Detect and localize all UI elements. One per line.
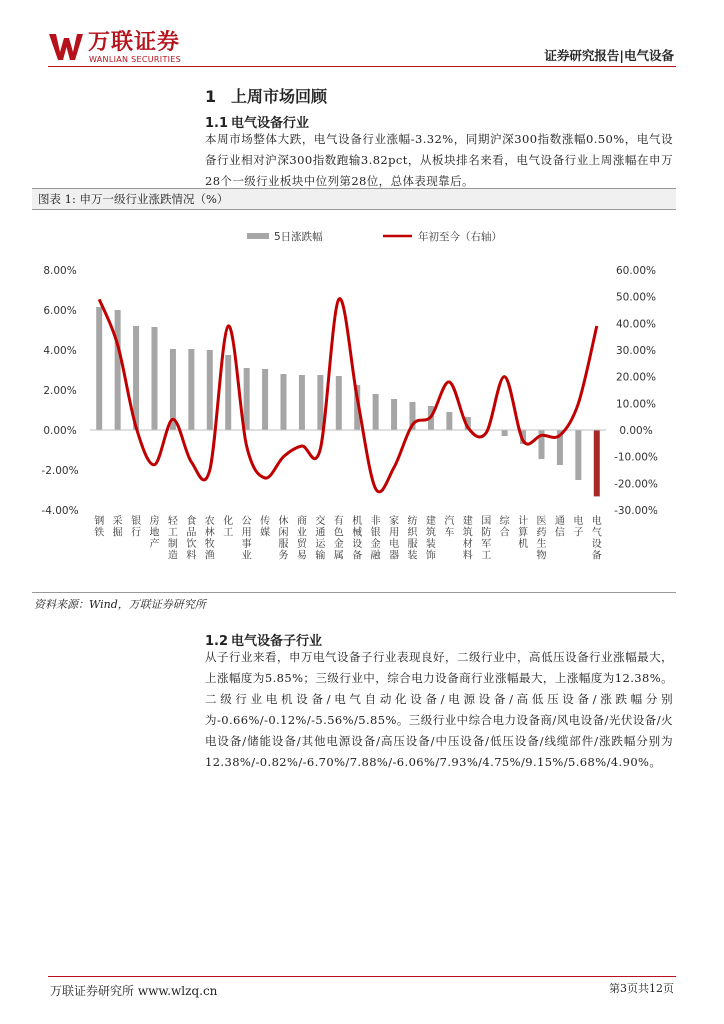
figure-source: 资料来源：Wind，万联证券研究所 xyxy=(34,598,206,611)
paragraph-market-review: 本周市场整体大跌，电气设备行业涨幅-3.32%，同期沪深300指数涨幅0.50%，电气设备行业相对沪深300指数跑输3.82pct，从板块排名来看，电气设备行业上周涨幅在申万28个一级行业板块中位列第28位，总体表现靠后。 xyxy=(205,132,673,188)
left-axis-tick-label: 0.00% xyxy=(43,425,77,437)
category-label: 电子 xyxy=(573,516,584,539)
category-label: 食品饮料 xyxy=(186,516,197,562)
brand-logo xyxy=(48,30,198,64)
figure-caption-bar xyxy=(32,188,676,210)
category-label: 采掘 xyxy=(112,516,123,539)
subsection-title: 电气设备子行业 xyxy=(231,634,323,649)
left-axis-tick-label: 2.00% xyxy=(43,385,77,397)
bar-家用电器 xyxy=(391,399,397,430)
category-label: 计算机 xyxy=(518,516,529,550)
right-axis-tick-label: -10.00% xyxy=(614,451,658,464)
legend-bar-label: 5日涨跌幅 xyxy=(274,231,323,243)
wanlian-logo-icon xyxy=(48,32,84,62)
category-label: 化工 xyxy=(223,516,234,539)
category-label: 交通运输 xyxy=(315,516,326,562)
right-axis-tick-label: -20.00% xyxy=(614,478,658,491)
bar-综合 xyxy=(502,430,508,436)
category-label: 银行 xyxy=(131,516,142,539)
right-axis-tick-label: 20.00% xyxy=(615,371,657,384)
source-divider xyxy=(32,592,676,593)
right-axis-tick-label: 60.00% xyxy=(615,265,657,277)
right-axis-tick-label: 40.00% xyxy=(615,318,657,331)
bar-商业贸易 xyxy=(299,375,305,430)
category-label: 建筑材料 xyxy=(462,516,473,562)
right-axis-tick-label: 50.00% xyxy=(615,291,657,304)
header-divider xyxy=(48,66,676,67)
paragraph-sub-industry: 从子行业来看，申万电气设备子行业表现良好，二级行业中，高低压设备行业涨幅最大，上涨幅度为5.85%；三级行业中，综合电力设备商行业涨幅最大，上涨幅度为12.38%。二级行业电机设备/电气自动化设备/电源设备/高低压设备/涨跌幅分别为-0.66%/-0.12%/-5.56%/5.85%。三级行业中综合电力设备商/风电设备/光伏设备/火电设备/储能设备/其他电源设备/高压设备/中压设备/低压设备/线缆部件/涨跌幅分别为12.38%/-0.82%/-6.70%/7.88%/-6.06%/7.93%/4.75%/9.15%/5.68%/4.90%。 xyxy=(205,650,673,769)
bar-电子 xyxy=(575,430,581,480)
section-number: 1 xyxy=(205,87,217,106)
category-label: 有色金属 xyxy=(333,516,344,562)
footer-divider xyxy=(48,976,676,977)
category-label: 家用电器 xyxy=(389,516,400,562)
category-labels xyxy=(94,514,602,562)
right-axis-tick-label: 30.00% xyxy=(615,345,657,357)
category-label: 通信 xyxy=(554,516,565,539)
category-label: 公用事业 xyxy=(241,516,252,562)
bar-休闲服务 xyxy=(281,374,287,430)
bar-非银金融 xyxy=(373,394,379,430)
category-label: 钢铁 xyxy=(94,516,105,539)
bar-汽车 xyxy=(446,412,452,430)
right-axis xyxy=(614,265,658,517)
footer-website: 万联证券研究所 www.wlzq.cn xyxy=(50,984,218,998)
category-label: 国防军工 xyxy=(481,516,492,562)
category-label: 纺织服装 xyxy=(407,516,418,562)
bar-房地产 xyxy=(152,327,158,430)
bar-农林牧渔 xyxy=(207,350,213,430)
subsection-number: 1.1 xyxy=(205,116,229,131)
brand-name: 万联证券 xyxy=(88,30,181,55)
legend-line-label: 年初至今（右轴） xyxy=(418,231,502,243)
bar-食品饮料 xyxy=(188,349,194,430)
left-axis-tick-label: -2.00% xyxy=(41,465,79,477)
bar-有色金属 xyxy=(336,376,342,430)
category-label: 轻工制造 xyxy=(167,516,178,562)
category-label: 建筑装饰 xyxy=(425,516,436,562)
left-axis xyxy=(41,265,78,517)
industry-performance-chart xyxy=(32,212,676,590)
category-label: 汽车 xyxy=(444,516,455,539)
section-title: 上周市场回顾 xyxy=(231,87,328,106)
bar-钢铁 xyxy=(96,307,102,430)
category-label: 商业贸易 xyxy=(296,516,307,562)
brand-sub: WANLIAN SECURITIES xyxy=(89,55,182,64)
bar-电气设备 xyxy=(594,430,600,496)
category-label: 电气设备 xyxy=(591,516,602,562)
category-label: 传媒 xyxy=(260,516,271,539)
category-label: 医药生物 xyxy=(536,516,547,562)
right-axis-tick-label: 0.00% xyxy=(619,425,653,437)
category-label: 综合 xyxy=(499,516,510,539)
page-number: 第3页共12页 xyxy=(609,982,674,995)
report-type: 证券研究报告|电气设备 xyxy=(544,48,674,63)
left-axis-tick-label: -4.00% xyxy=(41,505,79,517)
subsection-number: 1.2 xyxy=(205,634,229,649)
category-label: 房地产 xyxy=(149,516,160,550)
figure-caption: 图表 1: 申万一级行业涨跌情况（%） xyxy=(38,192,229,206)
category-label: 机械设备 xyxy=(352,516,363,562)
right-axis-tick-label: 10.00% xyxy=(615,398,657,411)
category-label: 非银金融 xyxy=(370,516,381,562)
left-axis-tick-label: 8.00% xyxy=(43,265,77,277)
chart-legend xyxy=(247,230,502,243)
bar-公用事业 xyxy=(244,368,250,430)
subsection-title: 电气设备行业 xyxy=(231,116,310,131)
bar-化工 xyxy=(225,355,231,430)
bar-交通运输 xyxy=(317,375,323,430)
section-heading xyxy=(205,84,327,107)
category-label: 农林牧渔 xyxy=(204,516,215,562)
left-axis-tick-label: 4.00% xyxy=(43,345,77,357)
right-axis-tick-label: -30.00% xyxy=(614,505,658,517)
bar-采掘 xyxy=(115,310,121,430)
bar-传媒 xyxy=(262,369,268,430)
category-label: 休闲服务 xyxy=(278,516,289,562)
legend-bar-swatch xyxy=(247,233,269,239)
left-axis-tick-label: 6.00% xyxy=(43,305,77,317)
